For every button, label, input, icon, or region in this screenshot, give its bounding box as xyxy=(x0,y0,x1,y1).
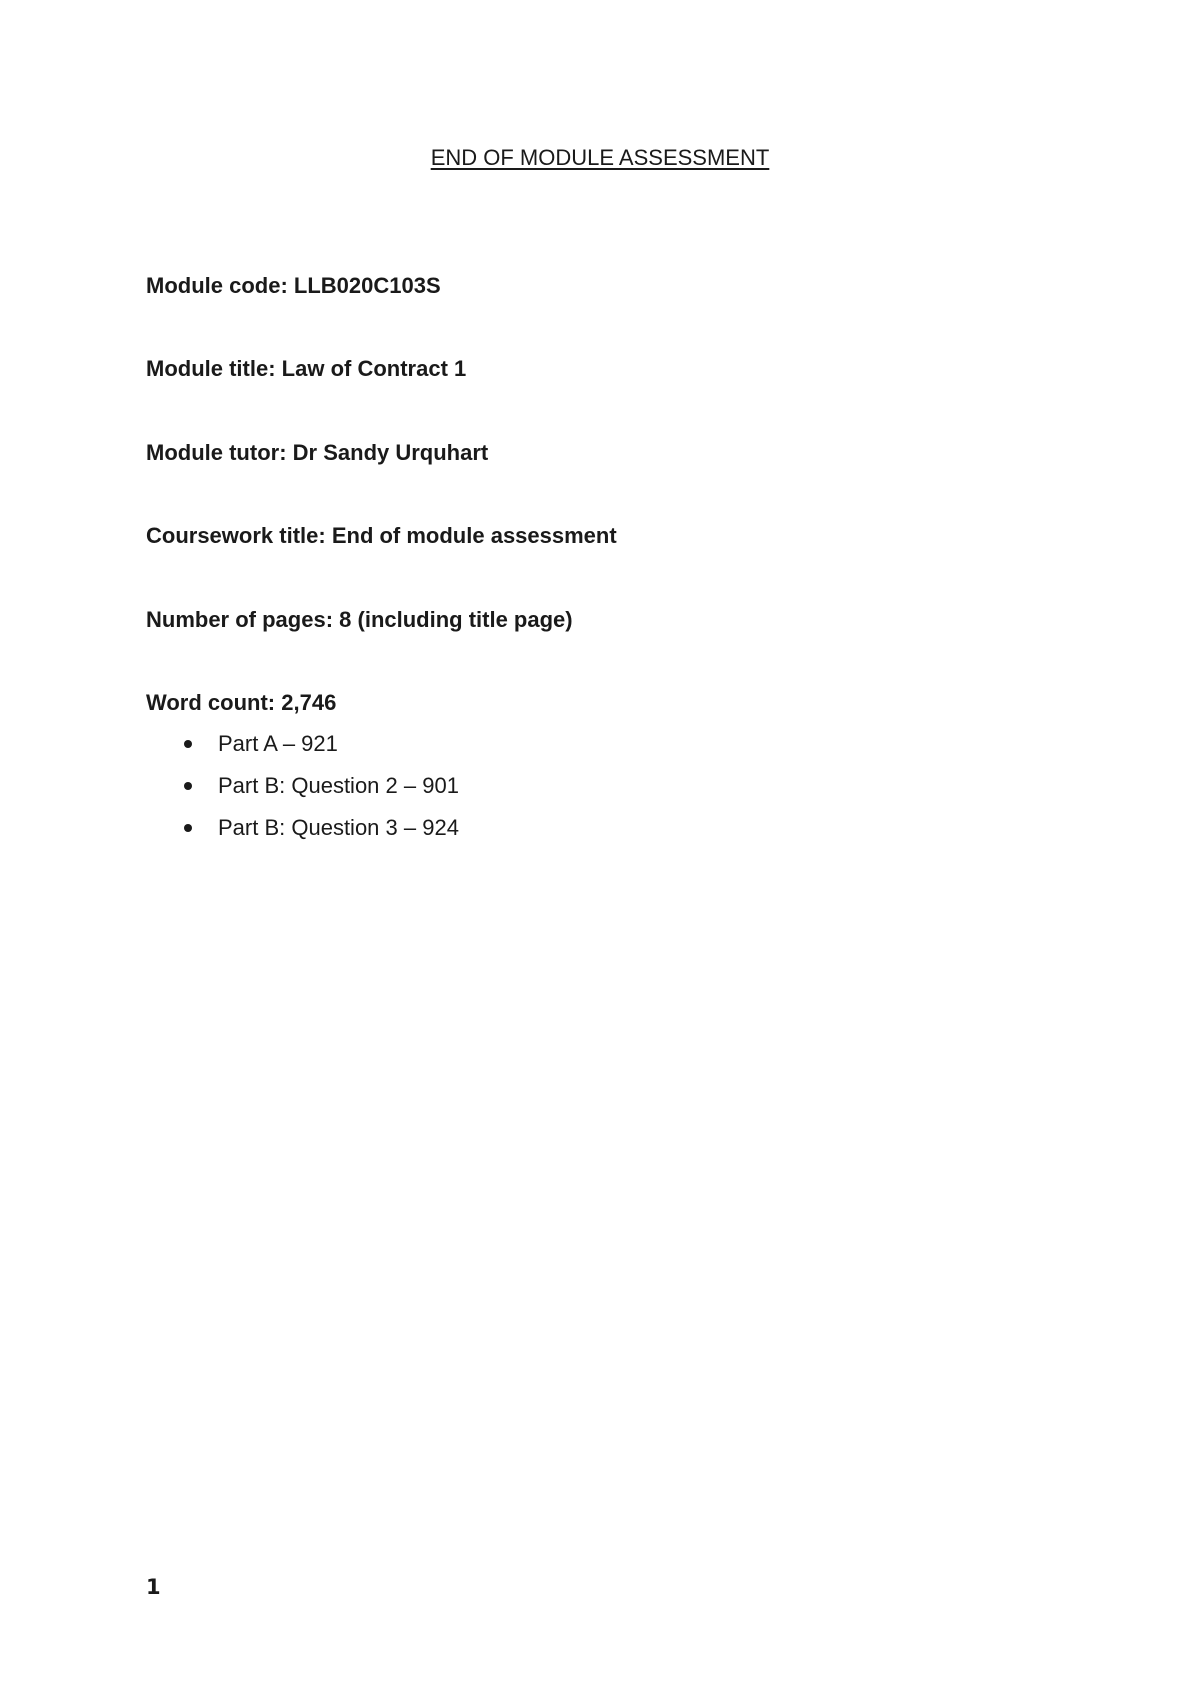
number-of-pages-label: Number of pages: xyxy=(146,607,334,632)
module-tutor-field xyxy=(146,439,488,467)
bullet-icon xyxy=(184,824,192,832)
coursework-title-field xyxy=(146,522,617,550)
word-count-value: 2,746 xyxy=(281,690,337,715)
list-item xyxy=(146,730,459,772)
document-title: END OF MODULE ASSESSMENT xyxy=(430,145,770,170)
word-count-field xyxy=(146,689,336,717)
module-code-value: LLB020C103S xyxy=(293,273,441,298)
module-tutor-value: Dr Sandy Urquhart xyxy=(292,440,489,465)
bullet-icon xyxy=(184,782,192,790)
page-number: 1 xyxy=(146,1575,161,1599)
word-count-label: Word count: xyxy=(146,690,276,715)
module-title-value: Law of Contract 1 xyxy=(281,356,467,381)
module-title-label: Module title: xyxy=(146,356,276,381)
list-item-text: Part B: Question 2 – 901 xyxy=(218,773,459,798)
list-item xyxy=(146,772,459,814)
list-item-text: Part A – 921 xyxy=(218,731,338,756)
list-item xyxy=(146,814,459,856)
module-code-label: Module code: xyxy=(146,273,288,298)
module-tutor-label: Module tutor: xyxy=(146,440,287,465)
coursework-title-value: End of module assessment xyxy=(331,523,617,548)
bullet-icon xyxy=(184,740,192,748)
number-of-pages-value: 8 (including title page) xyxy=(339,607,573,632)
module-title-field xyxy=(146,355,466,383)
word-count-breakdown-list xyxy=(146,730,459,856)
coursework-title-label: Coursework title: xyxy=(146,523,326,548)
number-of-pages-field xyxy=(146,606,573,634)
list-item-text: Part B: Question 3 – 924 xyxy=(218,815,459,840)
module-code-field xyxy=(146,272,441,300)
